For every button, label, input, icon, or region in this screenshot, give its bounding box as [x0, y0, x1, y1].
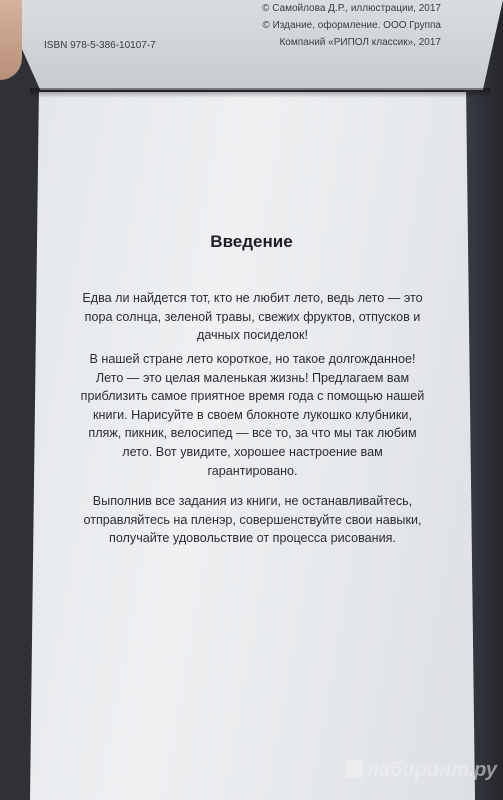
watermark: [345, 759, 497, 782]
intro-paragraph: Едва ли найдется тот, кто не любит лето, ведь лето — это пора солнца, зеленой травы, свежих фруктов, отпусков и дачных посиделок!: [82, 291, 423, 343]
copyright-line: © Издание, оформление. ООО Группа: [262, 20, 441, 31]
page-fold-shadow: [30, 88, 490, 98]
intro-paragraph: Выполнив все задания из книги, не останавливайтесь, отправляйтесь на пленэр, совершенствуйте свои навыки, получайте удовольствие от процесса рисования.: [83, 494, 422, 546]
page-title: Введение: [210, 232, 293, 251]
intro-paragraph: В нашей стране лето короткое, но такое долгожданное! Лето — это целая маленькая жизнь! Предлагаем вам приблизить самое приятное время года с помощью нашей книги. Нарисуйте в своем блокноте лукошко клубники, пляж, пикник, велосипед — все то, за что мы так любим лето. Вот увидите, хорошее настроение вам гарантировано.: [80, 352, 425, 478]
isbn-text: ISBN 978-5-386-10107-7: [44, 40, 156, 51]
copyright-line: © Самойлова Д.Р., иллюстрации, 2017: [262, 3, 441, 14]
watermark-text: лабиринт.ру: [366, 759, 497, 781]
labirint-logo-icon: [345, 760, 363, 778]
copyright-block: [262, 0, 441, 51]
thumb: [0, 0, 22, 80]
copyright-line: Компаний «РИПОЛ классик», 2017: [279, 37, 441, 48]
